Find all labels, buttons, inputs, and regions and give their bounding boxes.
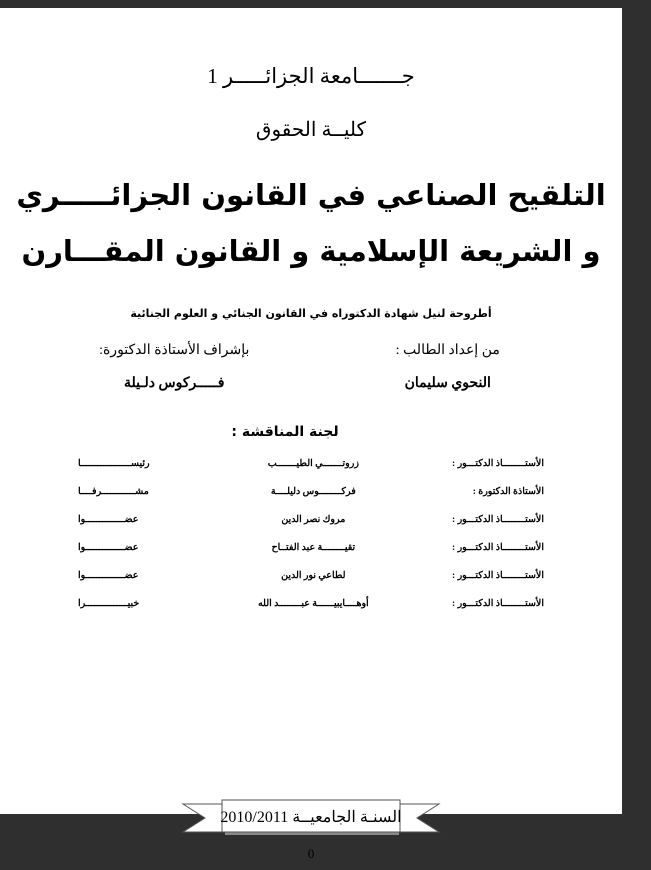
committee-member-name: تقيــــــــة عبد الفتــاح [271,542,356,553]
table-row [78,598,544,609]
author-supervisor-names [48,375,574,392]
author-supervisor-labels [48,342,574,359]
committee-member-rank: الأستــــــــاذ الدكتـــور : [452,598,544,609]
thesis-purpose-statement: أطروحة لنيل شهادة الدكتوراه في القانون الجنائي و العلوم الجنائية [130,306,492,320]
committee-member-rank: الأستــــــــاذ الدكتـــور : [452,542,544,553]
faculty-name: كليــة الحقوق [255,119,367,141]
committee-member-rank: الأستــــــــاذ الدكتـــور : [452,514,544,525]
committee-member-name: أوهــــايبيــــــة عبــــــــد الله [257,598,369,609]
table-row [78,542,544,553]
committee-member-rank: الأستاذة الدكتورة : [472,486,544,497]
committee-member-name: مروك نصر الدين [281,514,346,525]
university-name: جـــــــامعة الجزائـــــر 1 [207,64,415,88]
page-number: 0 [307,846,315,861]
committee-member-role: رئيســــــــــــــــــا [78,458,150,469]
committee-member-rank: الأستــــــــاذ الدكتـــور : [452,570,544,581]
committee-member-role: مشــــــــــــرفــــا [78,486,149,497]
thesis-title-line-1: التلقيح الصناعي في القانون الجزائـــــري [16,178,606,212]
table-row [78,570,544,581]
table-row [78,486,544,497]
academic-year-banner [0,798,622,838]
page-content [0,64,622,870]
document-page [0,8,622,861]
thesis-title-line-2: و الشريعة الإسلامية و القانون المقـــارن [21,234,601,269]
committee-table [0,458,622,609]
ribbon-shape [181,798,441,838]
committee-heading: لجنة المناقشة : [231,423,339,440]
committee-member-rank: الأستــــــــاذ الدكتـــور : [452,458,544,469]
committee-member-name: لطاعي نور الدين [281,570,346,581]
author-name: النحوي سليمان [404,375,491,391]
supervisor-name: فـــــركوس دلـيلة [124,375,225,391]
table-row [78,458,544,469]
author-label: من إعداد الطالب : [395,342,500,358]
committee-member-role: عضــــــــــــــوا [78,514,139,525]
committee-member-name: زروتـــــــي الطيـــــــب [267,458,359,469]
committee-member-name: فركــــــــوس دليلــــة [270,486,356,497]
academic-year-text: السنـة الجامعيــة 2010/2011 [220,809,402,826]
supervisor-label: بإشراف الأستاذة الدكتورة: [99,342,250,358]
committee-member-role: عضــــــــــــــوا [78,542,139,553]
author-supervisor-block [0,342,622,392]
committee-member-role: عضــــــــــــــوا [78,570,139,581]
thesis-title [0,180,622,267]
committee-member-role: خبيـــــــــــــــرا [78,598,140,609]
table-row [78,514,544,525]
